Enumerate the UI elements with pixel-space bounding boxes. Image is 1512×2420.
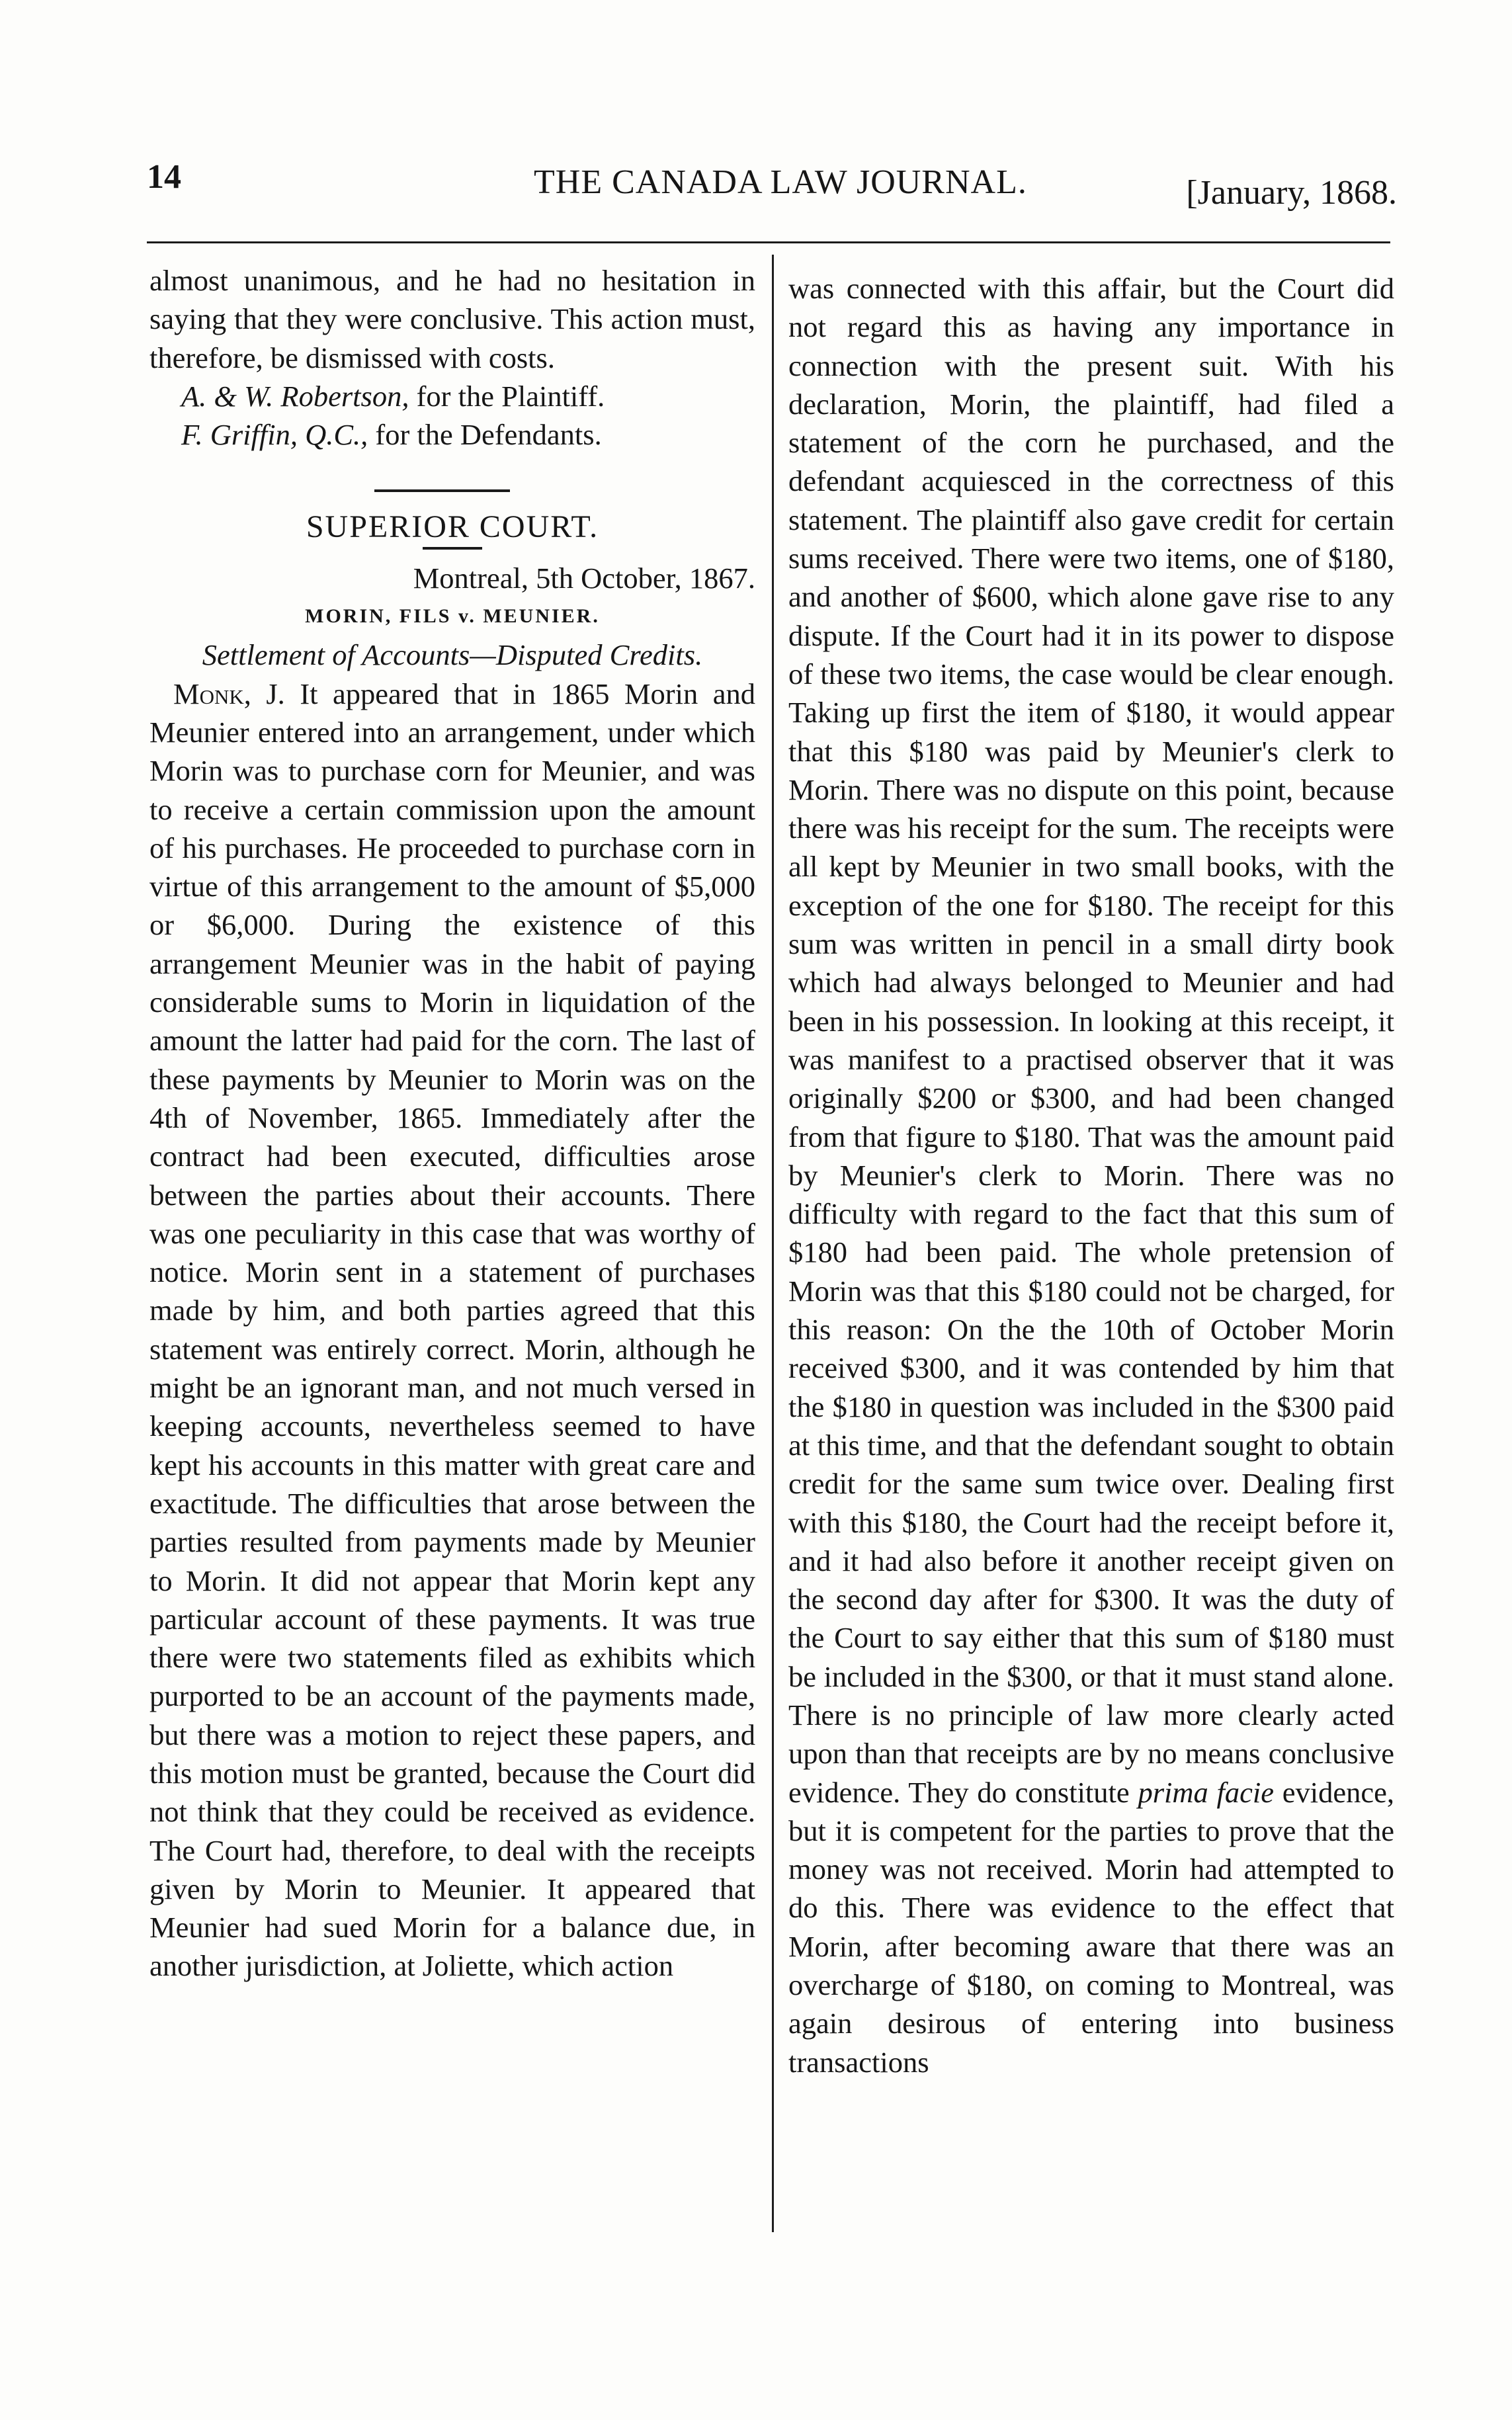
- dateline: Montreal, 5th October, 1867.: [413, 561, 755, 595]
- issue-date: [January, 1868.: [1186, 174, 1397, 212]
- section-divider: [374, 489, 510, 492]
- counsel-plaintiff-role: for the Plaintiff.: [416, 379, 605, 413]
- header-rule: [147, 241, 1390, 243]
- case-name: MORIN, FILS v. MEUNIER.: [305, 605, 600, 628]
- left-column: [149, 261, 755, 1985]
- judge-name: Monk, J.: [173, 677, 285, 710]
- latin-phrase: prima facie: [1138, 1775, 1274, 1809]
- counsel-defendant-role: for the Defendants.: [375, 418, 602, 452]
- case-subject: Settlement of Accounts—Disputed Credits.: [202, 638, 703, 672]
- journal-title: THE CANADA LAW JOURNAL.: [534, 163, 1027, 201]
- right-column: [788, 269, 1394, 2081]
- counsel-plaintiff-name: A. & W. Robertson,: [181, 379, 409, 413]
- continuation-text-part1: was connected with this affair, but the Court did not regard this as having any importance in connection with the present suit. With his declaration, Morin, the plaintiff, had filed a statement of the corn he purchased, and the defendant acquiesced in the correctness of this statement. The plaintiff also gave credit for certain sums received. There were two items, one of $180, and another of $600, which alone gave rise to any dispute. If the Court had it in its power to dispose of these two items, the case would be clear enough. Taking up first the item of $180, it would appear that this $180 was paid by Meunier's clerk to Morin. There was no dispute on this point, because there was his receipt for the sum. The receipts were all kept by Meunier in two small books, with the exception of the one for $180. The receipt for this sum was written in pencil in a small dirty book which had always belonged to Meunier and had been in his possession. In looking at this receipt, it was manifest to a practised observer that it was originally $200 or $300, and had been changed from that figure to $180. That was the amount paid by Meunier's clerk to Morin. There was no difficulty with regard to the fact that this sum of $180 had been paid. The whole pretension of Morin was that this $180 could not be charged, for this reason: On the the 10th of October Morin received $300, and it was contended by him that the $180 in question was included in the $300 paid at this time, and that the defendant sought to obtain credit for the same sum twice over. Dealing first with this $180, the Court had the receipt before it, and it had also before it another receipt given on the second day after for $300. It was the duty of the Court to say either that this sum of $180 must be included in the $300, or that it must stand alone. There is no principle of law more clearly acted upon than that receipts are by no means conclusive evidence. They do constitute: [788, 272, 1395, 1809]
- judgment-paragraph: [149, 675, 755, 1985]
- continuation-text-part2: evidence, but it is competent for the parties to prove that the money was not received. Morin had attempted to do this. There was evidence to the effect that Morin, after becoming aware that there was an overcharge of $180, on coming to Montreal, was again desirous of entering into business transactions: [788, 1775, 1395, 2079]
- counsel-plaintiff: [149, 377, 755, 415]
- page-header: [147, 157, 1397, 210]
- counsel-defendant-name: F. Griffin, Q.C.,: [181, 418, 368, 452]
- page-number: 14: [147, 158, 181, 196]
- judgment-text: It appeared that in 1865 Morin and Meunier entered into an arrangement, under which Morin was to purchase corn for Meunier, and was to receive a certain commission upon the amount of his purchases. He proceeded to purchase corn in virtue of this arrangement to the amount of $5,000 or $6,000. During the existence of this arrangement Meunier was in the habit of paying considerable sums to Morin in liquidation of the amount the latter had paid for the corn. The last of these payments by Meunier to Morin was on the 4th of November, 1865. Immediately after the contract had been executed, difficulties arose between the parties about their accounts. There was one peculiarity in this case that was worthy of notice. Morin sent in a statement of purchases made by him, and both parties agreed that this statement was entirely correct. Morin, although he might be an ignorant man, and not much versed in keeping accounts, nevertheless seemed to have kept his accounts in this matter with great care and exactitude. The difficulties that arose between the parties resulted from payments made by Meunier to Morin. It did not appear that Morin kept any particular account of these payments. It was true there were two statements filed as exhibits which purported to be an account of the payments made, but there was a motion to reject these papers, and this motion must be granted, because the Court did not think that they could be received as evidence. The Court had, therefore, to deal with the receipts given by Morin to Meunier. It appeared that Meunier had sued Morin for a balance due, in another jurisdiction, at Joliette, which action: [149, 677, 755, 1983]
- counsel-defendant: [149, 415, 755, 454]
- continuation-paragraph: [788, 269, 1394, 2081]
- court-heading: SUPERIOR COURT.: [306, 509, 599, 545]
- opening-paragraph: almost unanimous, and he had no hesitation in saying that they were conclusive. This action must, therefore, be dismissed with costs.: [149, 264, 755, 374]
- heading-divider: [423, 547, 482, 550]
- column-divider: [772, 255, 774, 2232]
